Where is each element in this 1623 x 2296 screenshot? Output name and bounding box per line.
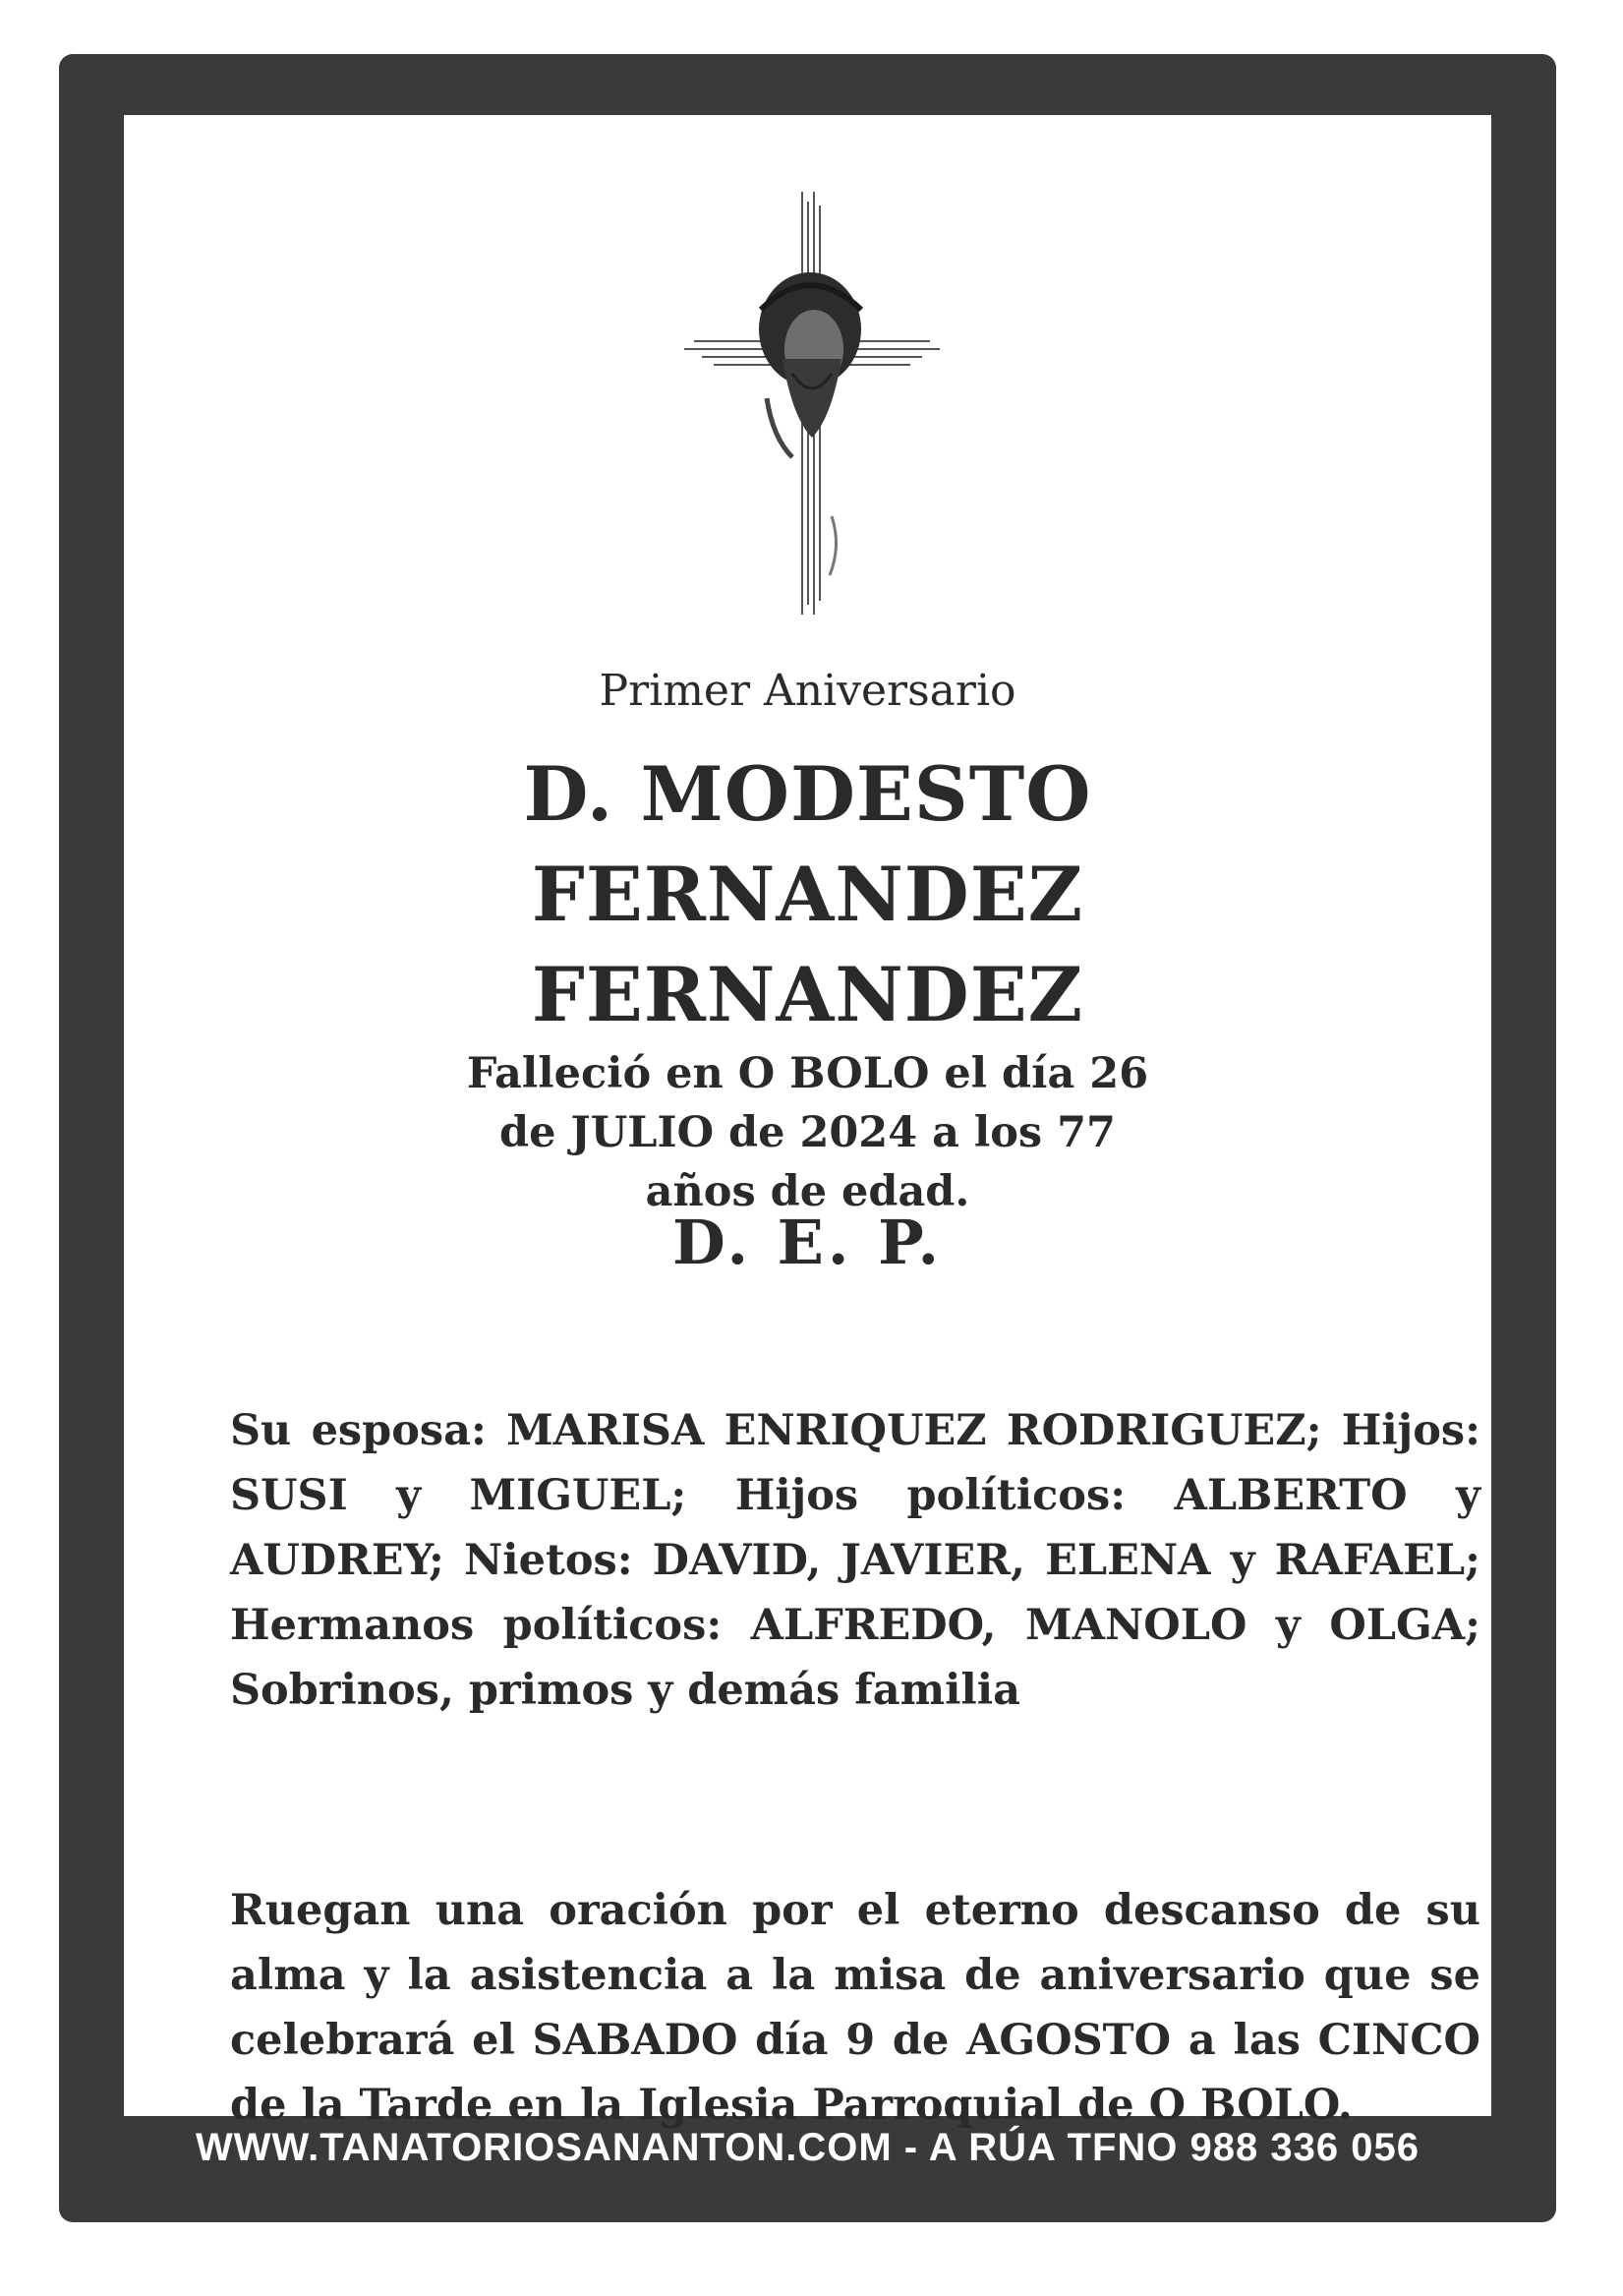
mourning-border-frame — [59, 54, 1556, 2222]
rip-label: D. E. P. — [671, 1207, 944, 1278]
family-paragraph: Su esposa: MARISA ENRIQUEZ RODRIGUEZ; Hijos: SUSI y MIGUEL; Hijos políticos: ALBERTO y AUDREY; Nietos: DAVID, JAVIER, ELENA y RAFAEL; Hermanos políticos: ALFREDO, MANOLO y OLGA; Sobrinos, primos y demás familia — [230, 1406, 1480, 1715]
anniversary-heading: Primer Aniversario — [599, 666, 1016, 716]
footer-contact: WWW.TANATORIOSANANTON.COM - A RÚA TFNO 988 336 056 — [196, 2126, 1420, 2169]
crucifix-icon — [684, 192, 940, 615]
obituary-card — [124, 115, 1491, 2130]
prayer-paragraph: Ruegan una oración por el eterno descanso de su alma y la asistencia a la misa de aniversario que se celebrará el SABADO día 9 de AGOSTO a las CINCO de la Tarde en la Iglesia Parroquial de O BOLO. — [230, 1886, 1480, 2130]
death-notice: Falleció en O BOLO el día 26 de JULIO de 2024 a los 77 años de edad. — [466, 1049, 1149, 1216]
deceased-name: D. MODESTO FERNANDEZ FERNANDEZ — [523, 750, 1092, 1038]
